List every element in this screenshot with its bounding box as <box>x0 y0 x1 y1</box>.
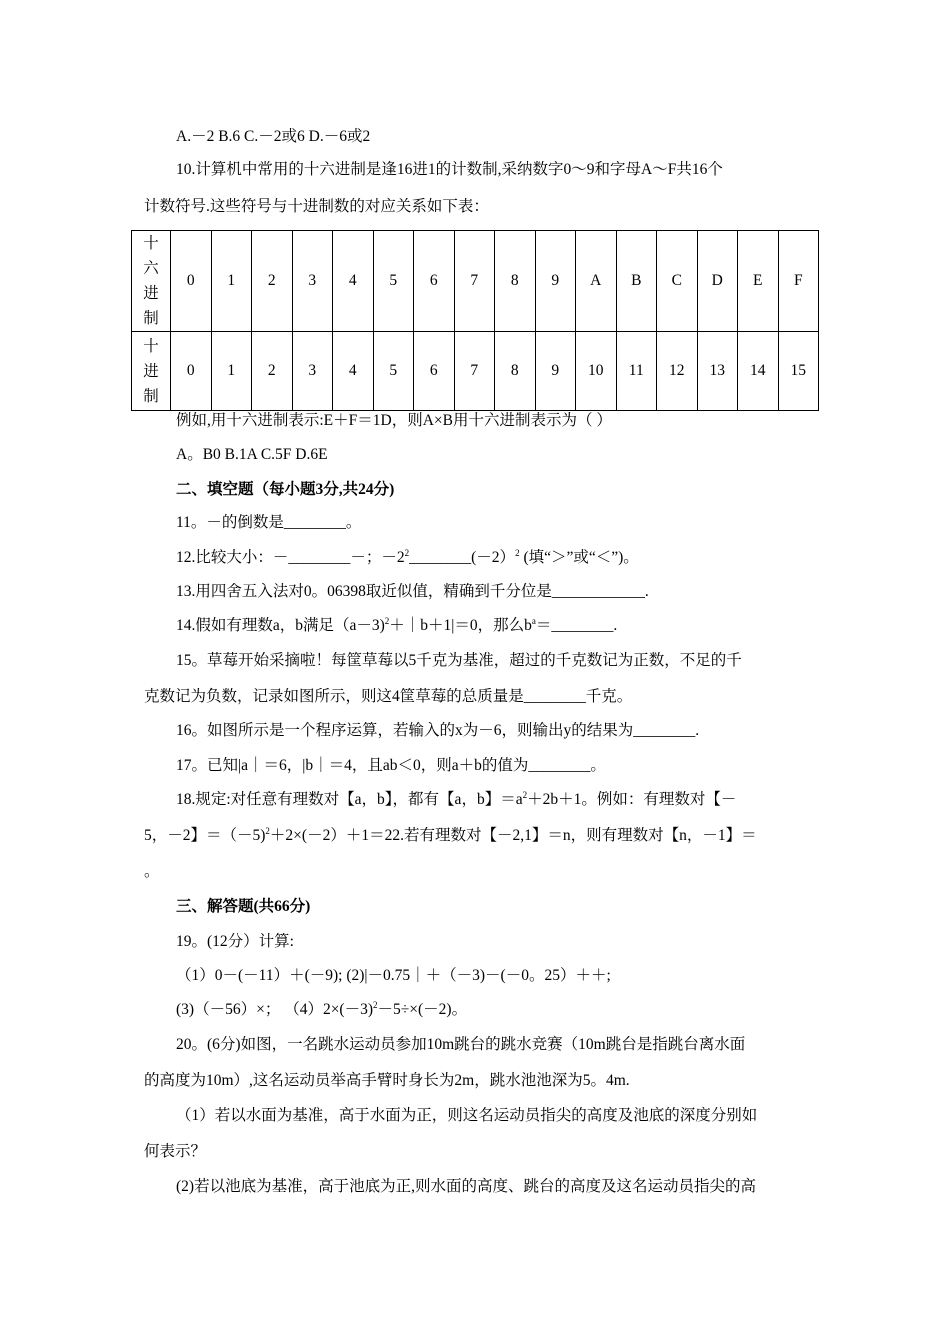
q17: 17。已知|a｜＝6，|b｜＝4，且ab＜0，则a＋b的值为________。 <box>176 757 606 774</box>
table-cell: 7 <box>454 231 495 332</box>
q18-line2-part-b: ＋2×(－2）＋1＝22.若有理数对【－2,1】＝n，则有理数对【n，－1】＝ <box>269 827 757 844</box>
table-cell: 6 <box>414 332 455 411</box>
table-cell: 6 <box>414 231 455 332</box>
table-cell: 1 <box>211 332 252 411</box>
q18-exponent-2: 2 <box>265 826 270 836</box>
section3-title: 三、解答题(共66分) <box>176 898 311 915</box>
table-cell: 2 <box>252 231 293 332</box>
table-cell: 12 <box>657 332 698 411</box>
table-cell: 0 <box>171 231 212 332</box>
q18-line1-part-b: ＋2b＋1。例如：有理数对【－ <box>527 791 737 808</box>
table-row-hexadecimal <box>132 231 819 332</box>
header-char: 制 <box>143 387 159 405</box>
table-cell: 4 <box>333 231 374 332</box>
q14-part-b: ＋｜b＋1|＝0，那么b <box>389 617 532 634</box>
table-cell: 5 <box>373 231 414 332</box>
q11: 11。－的倒数是________。 <box>176 514 362 531</box>
table-cell: 9 <box>535 231 576 332</box>
q18-line2 <box>144 826 757 846</box>
header-char: 制 <box>143 310 159 327</box>
q18-line2-part-a: 5，－2】＝（－5) <box>144 827 266 844</box>
q19-line2 <box>176 1000 467 1020</box>
q14-part-c: ＝________. <box>535 617 618 634</box>
table-cell: 8 <box>495 231 536 332</box>
table-cell: 10 <box>576 332 617 411</box>
table-cell: 4 <box>333 332 374 411</box>
table-cell: 7 <box>454 332 495 411</box>
table-cell: D <box>697 231 738 332</box>
q14-exponent-1: 2 <box>384 616 390 626</box>
row-header-hexadecimal <box>132 231 171 332</box>
q19-exponent: 2 <box>373 1000 378 1010</box>
table-cell: A <box>576 231 617 332</box>
q9-options: A.－2 B.6 C.－2或6 D.－6或2 <box>176 128 371 145</box>
table-cell: 9 <box>535 332 576 411</box>
table-cell: 15 <box>778 332 819 411</box>
q15-line1: 15。草莓开始采摘啦！每筐草莓以5千克为基准，超过的千克数记为正数，不足的千 <box>176 652 742 669</box>
header-char: 十 <box>143 235 159 252</box>
q19-line1: （1）0－(－11）＋(－9); (2)|－0.75｜＋（－3)－(－0。25）＋＋; <box>176 967 611 984</box>
q20-line1: 20。(6分)如图，一名跳水运动员参加10m跳台的跳水竞赛（10m跳台是指跳台离水面 <box>176 1036 746 1053</box>
q19-line2-part-a: (3)（－56）×； （4）2×(－3) <box>176 1001 374 1018</box>
table-cell: F <box>778 231 819 332</box>
table-cell: 13 <box>697 332 738 411</box>
q20-sub1-line1: （1）若以水面为基准，高于水面为正，则这名运动员指尖的高度及池底的深度分别如 <box>176 1107 758 1124</box>
header-char: 进 <box>143 362 159 380</box>
q20-line2: 的高度为10m）,这名运动员举高手臂时身长为2m，跳水池池深为5。4m. <box>144 1072 630 1089</box>
q12 <box>176 548 639 568</box>
q20-sub2-line1: (2)若以池底为基准，高于池底为正,则水面的高度、跳台的高度及这名运动员指尖的高 <box>176 1178 756 1195</box>
q18-line1 <box>176 790 736 810</box>
table-cell: E <box>738 231 779 332</box>
q10-line1: 10.计算机中常用的十六进制是逢16进1的计数制,采纳数字0～9和字母A～F共16个 <box>176 161 723 178</box>
table-cell: B <box>616 231 657 332</box>
table-cell: 1 <box>211 231 252 332</box>
q18-line1-part-a: 18.规定:对任意有理数对【a，b】，都有【a，b】＝a <box>176 791 523 808</box>
table-cell: 0 <box>171 332 212 411</box>
table-cell: 3 <box>292 231 333 332</box>
q12-exponent-2: 2 <box>515 548 520 558</box>
q12-part-a: 12.比较大小：－________－；－2 <box>176 549 405 566</box>
table-cell: 3 <box>292 332 333 411</box>
header-char: 十 <box>143 337 159 355</box>
q18-line3: 。 <box>144 863 160 880</box>
section2-title: 二、填空题（每小题3分,共24分) <box>176 481 395 498</box>
q10-options: A。B0 B.1A C.5F D.6E <box>176 446 328 463</box>
q19-title: 19。(12分）计算: <box>176 933 294 950</box>
q18-exponent-1: 2 <box>522 790 528 800</box>
table-cell: C <box>657 231 698 332</box>
q15-line2: 克数记为负数，记录如图所示，则这4筐草莓的总质量是________千克。 <box>144 688 633 705</box>
q10-example: 例如,用十六进制表示:E＋F＝1D，则A×B用十六进制表示为（ ） <box>176 412 612 429</box>
q14-part-a: 14.假如有理数a，b满足（a－3) <box>176 617 385 634</box>
header-char: 六 <box>143 260 159 277</box>
hex-decimal-table <box>131 230 819 411</box>
table-cell: 11 <box>616 332 657 411</box>
row-header-decimal <box>132 332 171 411</box>
q19-line2-part-b: －5÷×(－2)。 <box>377 1001 468 1018</box>
table-cell: 8 <box>495 332 536 411</box>
table-cell: 14 <box>738 332 779 411</box>
q14-exponent-2: a <box>531 616 536 626</box>
q14 <box>176 616 617 636</box>
q12-part-b: ________(－2） <box>409 549 516 566</box>
q20-sub1-line2: 何表示？ <box>144 1143 207 1160</box>
q12-exponent-1: 2 <box>404 548 410 558</box>
header-char: 进 <box>143 285 159 302</box>
q12-part-c: (填“＞”或“＜”)。 <box>523 549 639 566</box>
q13: 13.用四舍五入法对0。06398取近似值，精确到千分位是____________. <box>176 583 649 600</box>
q16: 16。如图所示是一个程序运算，若输入的x为－6，则输出y的结果为________. <box>176 722 700 739</box>
table-cell: 2 <box>252 332 293 411</box>
table-cell: 5 <box>373 332 414 411</box>
table-row-decimal <box>132 332 819 411</box>
q10-line2: 计数符号.这些符号与十进制数的对应关系如下表： <box>144 198 489 215</box>
